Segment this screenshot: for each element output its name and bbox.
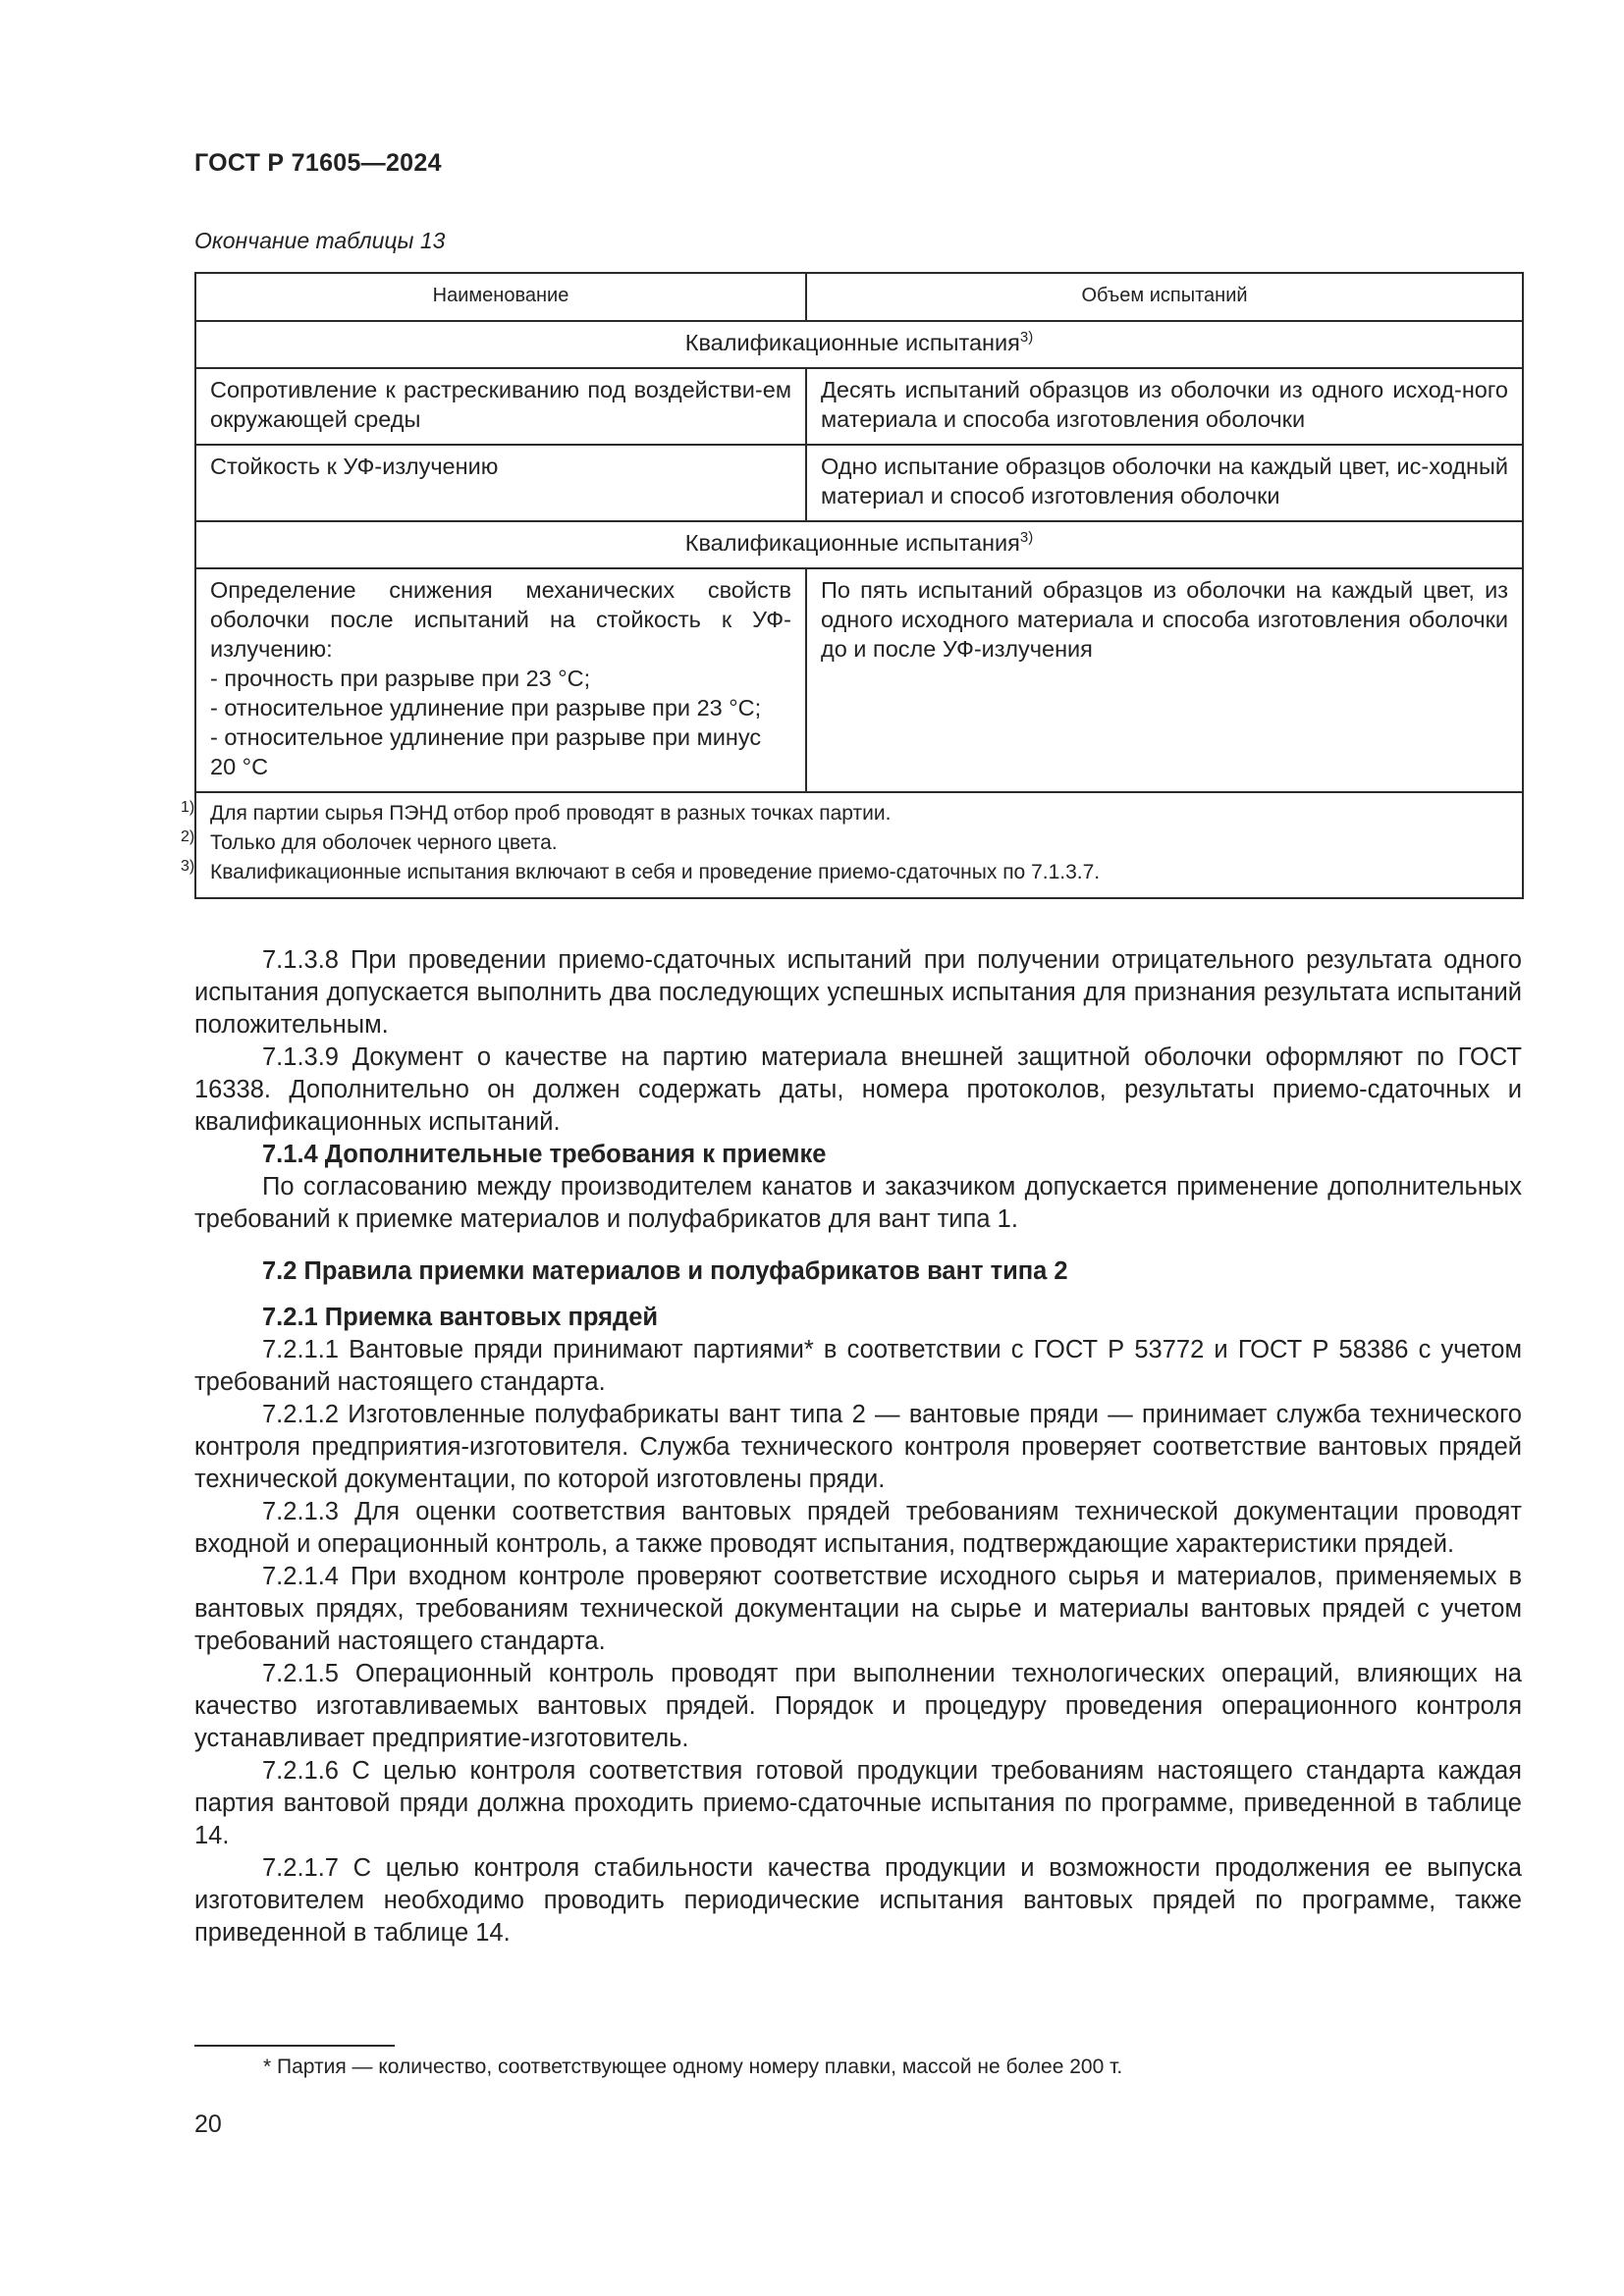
note-mark: 2) bbox=[181, 828, 195, 845]
cell-volume: Одно испытание образцов оболочки на каждый цвет, ис-ходный материал и способ изготовления оболочки bbox=[806, 445, 1523, 521]
paragraph: 7.2.1.3 Для оценки соответствия вантовых прядей требованиям технической документации проводят входной и операционный контроль, а также проводят испытания, подтверждающие характеристики прядей. bbox=[194, 1498, 1522, 1558]
cell-name-item: - относительное удлинение при разрыве при минус 20 °С bbox=[210, 724, 762, 779]
paragraph: 7.2.1.5 Операционный контроль проводят при выполнении технологических операций, влияющих на качество изготавливаемых вантовых прядей. Порядок и процедуру проведения операционного контроля устанавливает предприятие-изготовитель. bbox=[194, 1660, 1522, 1752]
subsection-heading: 7.2.1 Приемка вантовых прядей bbox=[262, 1304, 659, 1331]
section-title: Квалификационные испытания$^{3)}$ bbox=[195, 321, 1523, 368]
page-number: 20 bbox=[194, 2110, 222, 2138]
section-row bbox=[195, 321, 1523, 368]
footnote: * Партия — количество, соответствующее одному номеру плавки, массой не более 200 т. bbox=[263, 2056, 1123, 2078]
notes-row bbox=[195, 792, 1523, 898]
cell-volume: Десять испытаний образцов из оболочки из одного исход-ного материала и способа изготовления оболочки bbox=[806, 368, 1523, 445]
body-text bbox=[194, 944, 1522, 1949]
column-header-volume: Объем испытаний bbox=[806, 273, 1523, 321]
table-header-row bbox=[195, 273, 1523, 321]
section-title-mark: 3) bbox=[1019, 529, 1034, 547]
note-mark: 1) bbox=[181, 799, 195, 816]
table-caption: Окончание таблицы 13 bbox=[194, 228, 446, 253]
table-note: 1) Для партии сырья ПЭНД отбор проб проводят в разных точках партии. bbox=[210, 799, 1508, 828]
note-mark: 3) bbox=[181, 858, 195, 875]
paragraph: 7.1.3.8 При проведении приемо-сдаточных испытаний при получении отрицательного результата одного испытания допускается выполнить два последующих успешных испытания для признания результата испытаний положительным. bbox=[194, 946, 1522, 1039]
cell-volume: По пять испытаний образцов из оболочки на каждый цвет, из одного исходного материала и способа изготовления оболочки до и после УФ-излучения bbox=[806, 568, 1523, 792]
cell-name-intro: Определение снижения механических свойств оболочки после испытаний на стойкость к УФ-излучению: bbox=[210, 577, 791, 662]
table-row bbox=[195, 568, 1523, 792]
paragraph: 7.2.1.4 При входном контроле проверяют соответствие исходного сырья и материалов, применяемых в вантовых прядях, требованиям технической документации на сырье и материалы вантовых прядей с учетом требований настоящего стандарта. bbox=[194, 1563, 1522, 1655]
column-header-name: Наименование bbox=[195, 273, 806, 321]
cell-name: Стойкость к УФ-излучению bbox=[195, 445, 806, 521]
standard-code: ГОСТ Р 71605—2024 bbox=[194, 149, 442, 177]
cell-name bbox=[195, 568, 806, 792]
section-title: Квалификационные испытания$^{3)}$ bbox=[195, 521, 1523, 568]
tests-table bbox=[181, 272, 1524, 899]
table-note: 2) Только для оболочек черного цвета. bbox=[210, 828, 1508, 858]
paragraph: По согласованию между производителем канатов и заказчиком допускается применение дополнительных требований к приемке материалов и полуфабрикатов для вант типа 1. bbox=[194, 1173, 1522, 1233]
table-row bbox=[195, 368, 1523, 445]
section-heading: 7.2 Правила приемки материалов и полуфабрикатов вант типа 2 bbox=[262, 1257, 1068, 1285]
section-title-mark: 3) bbox=[1019, 329, 1034, 347]
table-notes bbox=[181, 792, 1523, 898]
cell-name: Сопротивление к растрескиванию под воздействи-ем окружающей среды bbox=[195, 368, 806, 445]
cell-name-item: - прочность при разрыве при 23 °С; bbox=[210, 666, 591, 691]
paragraph: 7.2.1.1 Вантовые пряди принимают партиями* в соответствии с ГОСТ Р 53772 и ГОСТ Р 58386 с учетом требований настоящего стандарта. bbox=[194, 1336, 1522, 1396]
paragraph: 7.2.1.7 С целью контроля стабильности качества продукции и возможности продолжения ее выпуска изготовителем необходимо проводить периодические испытания вантовых прядей по программе, также приведенной в таблице 14. bbox=[194, 1854, 1522, 1947]
paragraph: 7.2.1.6 С целью контроля соответствия готовой продукции требованиям настоящего стандарта каждая партия вантовой пряди должна проходить приемо-сдаточные испытания по программе, приведенной в таблице 14. bbox=[194, 1757, 1522, 1849]
table-row bbox=[195, 445, 1523, 521]
paragraph: 7.2.1.2 Изготовленные полуфабрикаты вант типа 2 — вантовые пряди — принимает служба технического контроля предприятия-изготовителя. Служба технического контроля проверяет соответствие вантовых прядей технической документации, по которой изготовлены пряди. bbox=[194, 1401, 1522, 1493]
section-row bbox=[195, 521, 1523, 568]
footnote-divider bbox=[194, 2045, 395, 2047]
subsection-heading: 7.1.4 Дополнительные требования к приемке bbox=[262, 1141, 827, 1168]
paragraph: 7.1.3.9 Документ о качестве на партию материала внешней защитной оболочки оформляют по ГОСТ 16338. Дополнительно он должен содержать даты, номера протоколов, результаты приемо-сдаточных и квалификационных испытаний. bbox=[194, 1043, 1522, 1136]
table-note: 3) Квалификационные испытания включают в себя и проведение приемо-сдаточных по 7.1.3.7. bbox=[210, 858, 1508, 887]
cell-name-item: - относительное удлинение при разрыве при 23 °С; bbox=[210, 695, 762, 721]
